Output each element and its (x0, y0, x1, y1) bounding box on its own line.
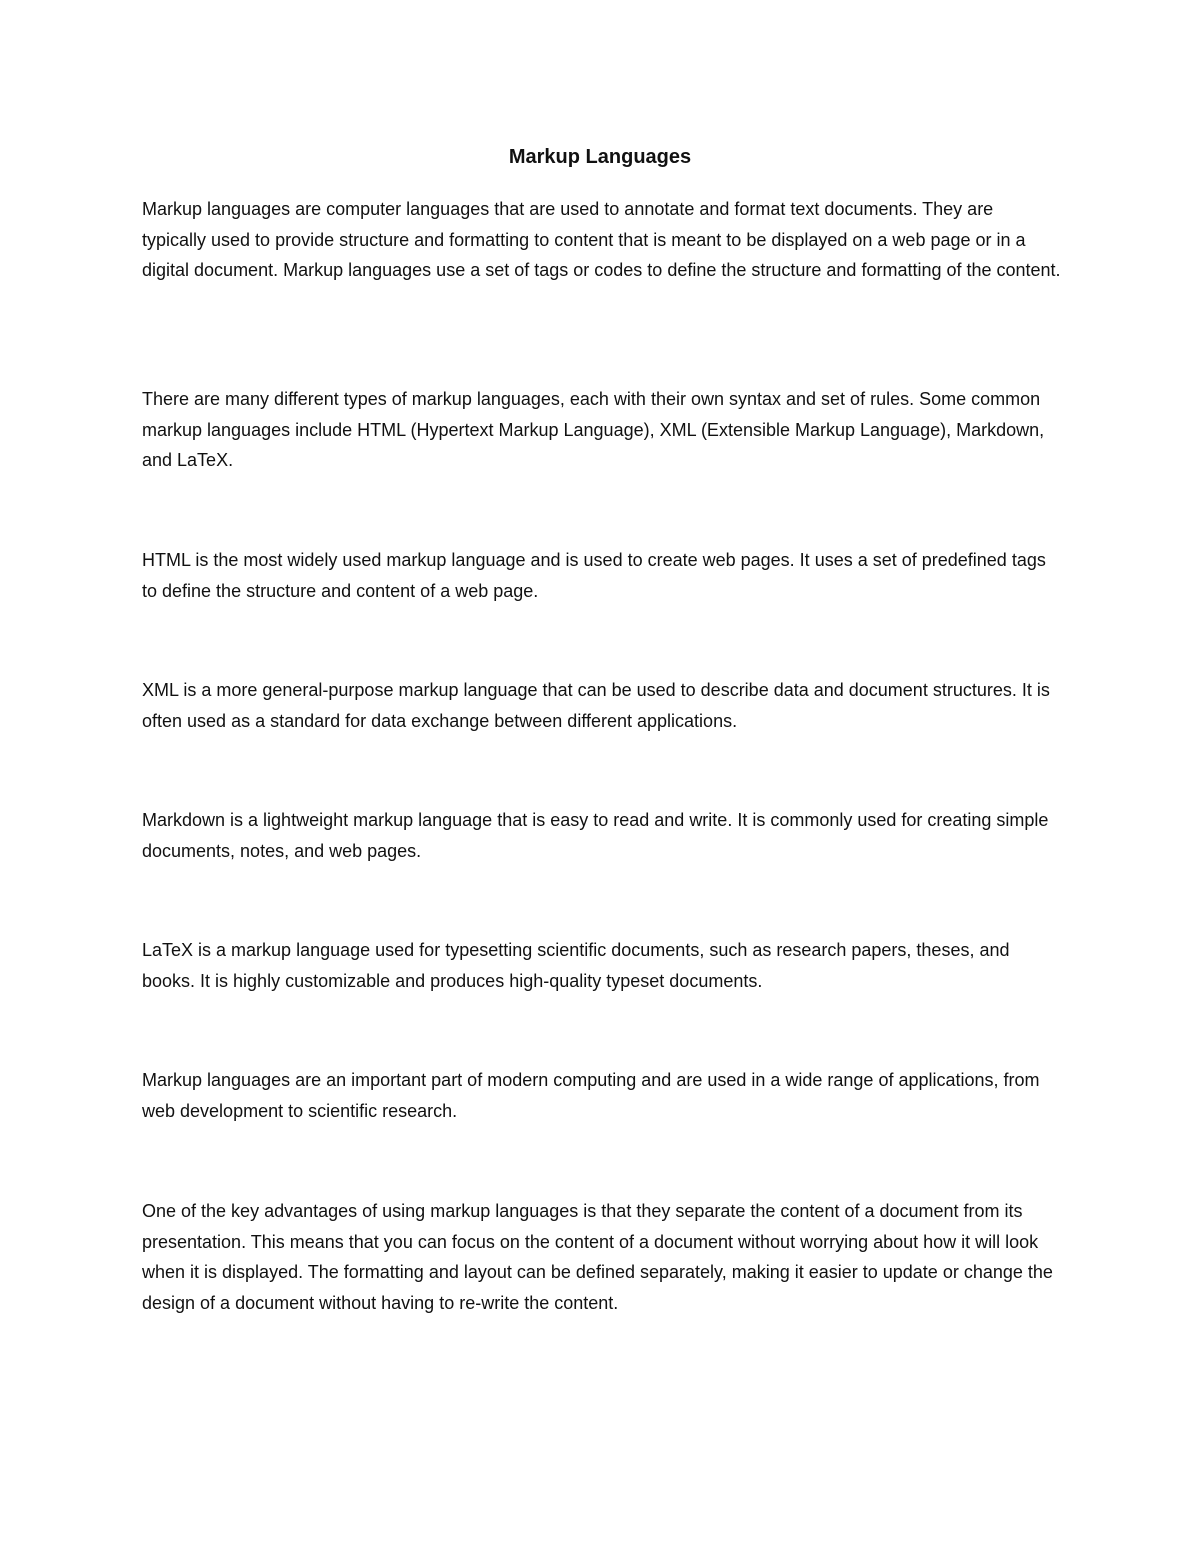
paragraph-advantages: One of the key advantages of using markup languages is that they separate the content of a document from its presentation. This means that you can focus on the content of a document without worrying about how it will look when it is displayed. The formatting and layout can be defined separately, making it easier to update or change the design of a document without having to re-write the content. (142, 1201, 1053, 1313)
paragraph-xml: XML is a more general-purpose markup language that can be used to describe data and document structures. It is often used as a standard for data exchange between different applications. (142, 680, 1050, 731)
paragraph-importance: Markup languages are an important part of modern computing and are used in a wide range of applications, from web development to scientific research. (142, 1070, 1040, 1121)
document-title: Markup Languages (508, 146, 692, 168)
paragraph-intro: Markup languages are computer languages that are used to annotate and format text documents. They are typically used to provide structure and formatting to content that is meant to be displayed on a web page or in a digital document. Markup languages use a set of tags or codes to define the structure and formatting of the content. (142, 199, 1061, 280)
paragraph-markdown: Markdown is a lightweight markup language that is easy to read and write. It is commonly used for creating simple documents, notes, and web pages. (142, 810, 1049, 861)
paragraph-latex: LaTeX is a markup language used for typesetting scientific documents, such as research papers, theses, and books. It is highly customizable and produces high-quality typeset documents. (142, 940, 1010, 991)
paragraph-types: There are many different types of markup languages, each with their own syntax and set of rules. Some common markup languages include HTML (Hypertext Markup Language), XML (Extensible Markup Language), Markdown, and LaTeX. (142, 389, 1045, 470)
paragraph-html: HTML is the most widely used markup language and is used to create web pages. It uses a set of predefined tags to define the structure and content of a web page. (142, 550, 1046, 601)
